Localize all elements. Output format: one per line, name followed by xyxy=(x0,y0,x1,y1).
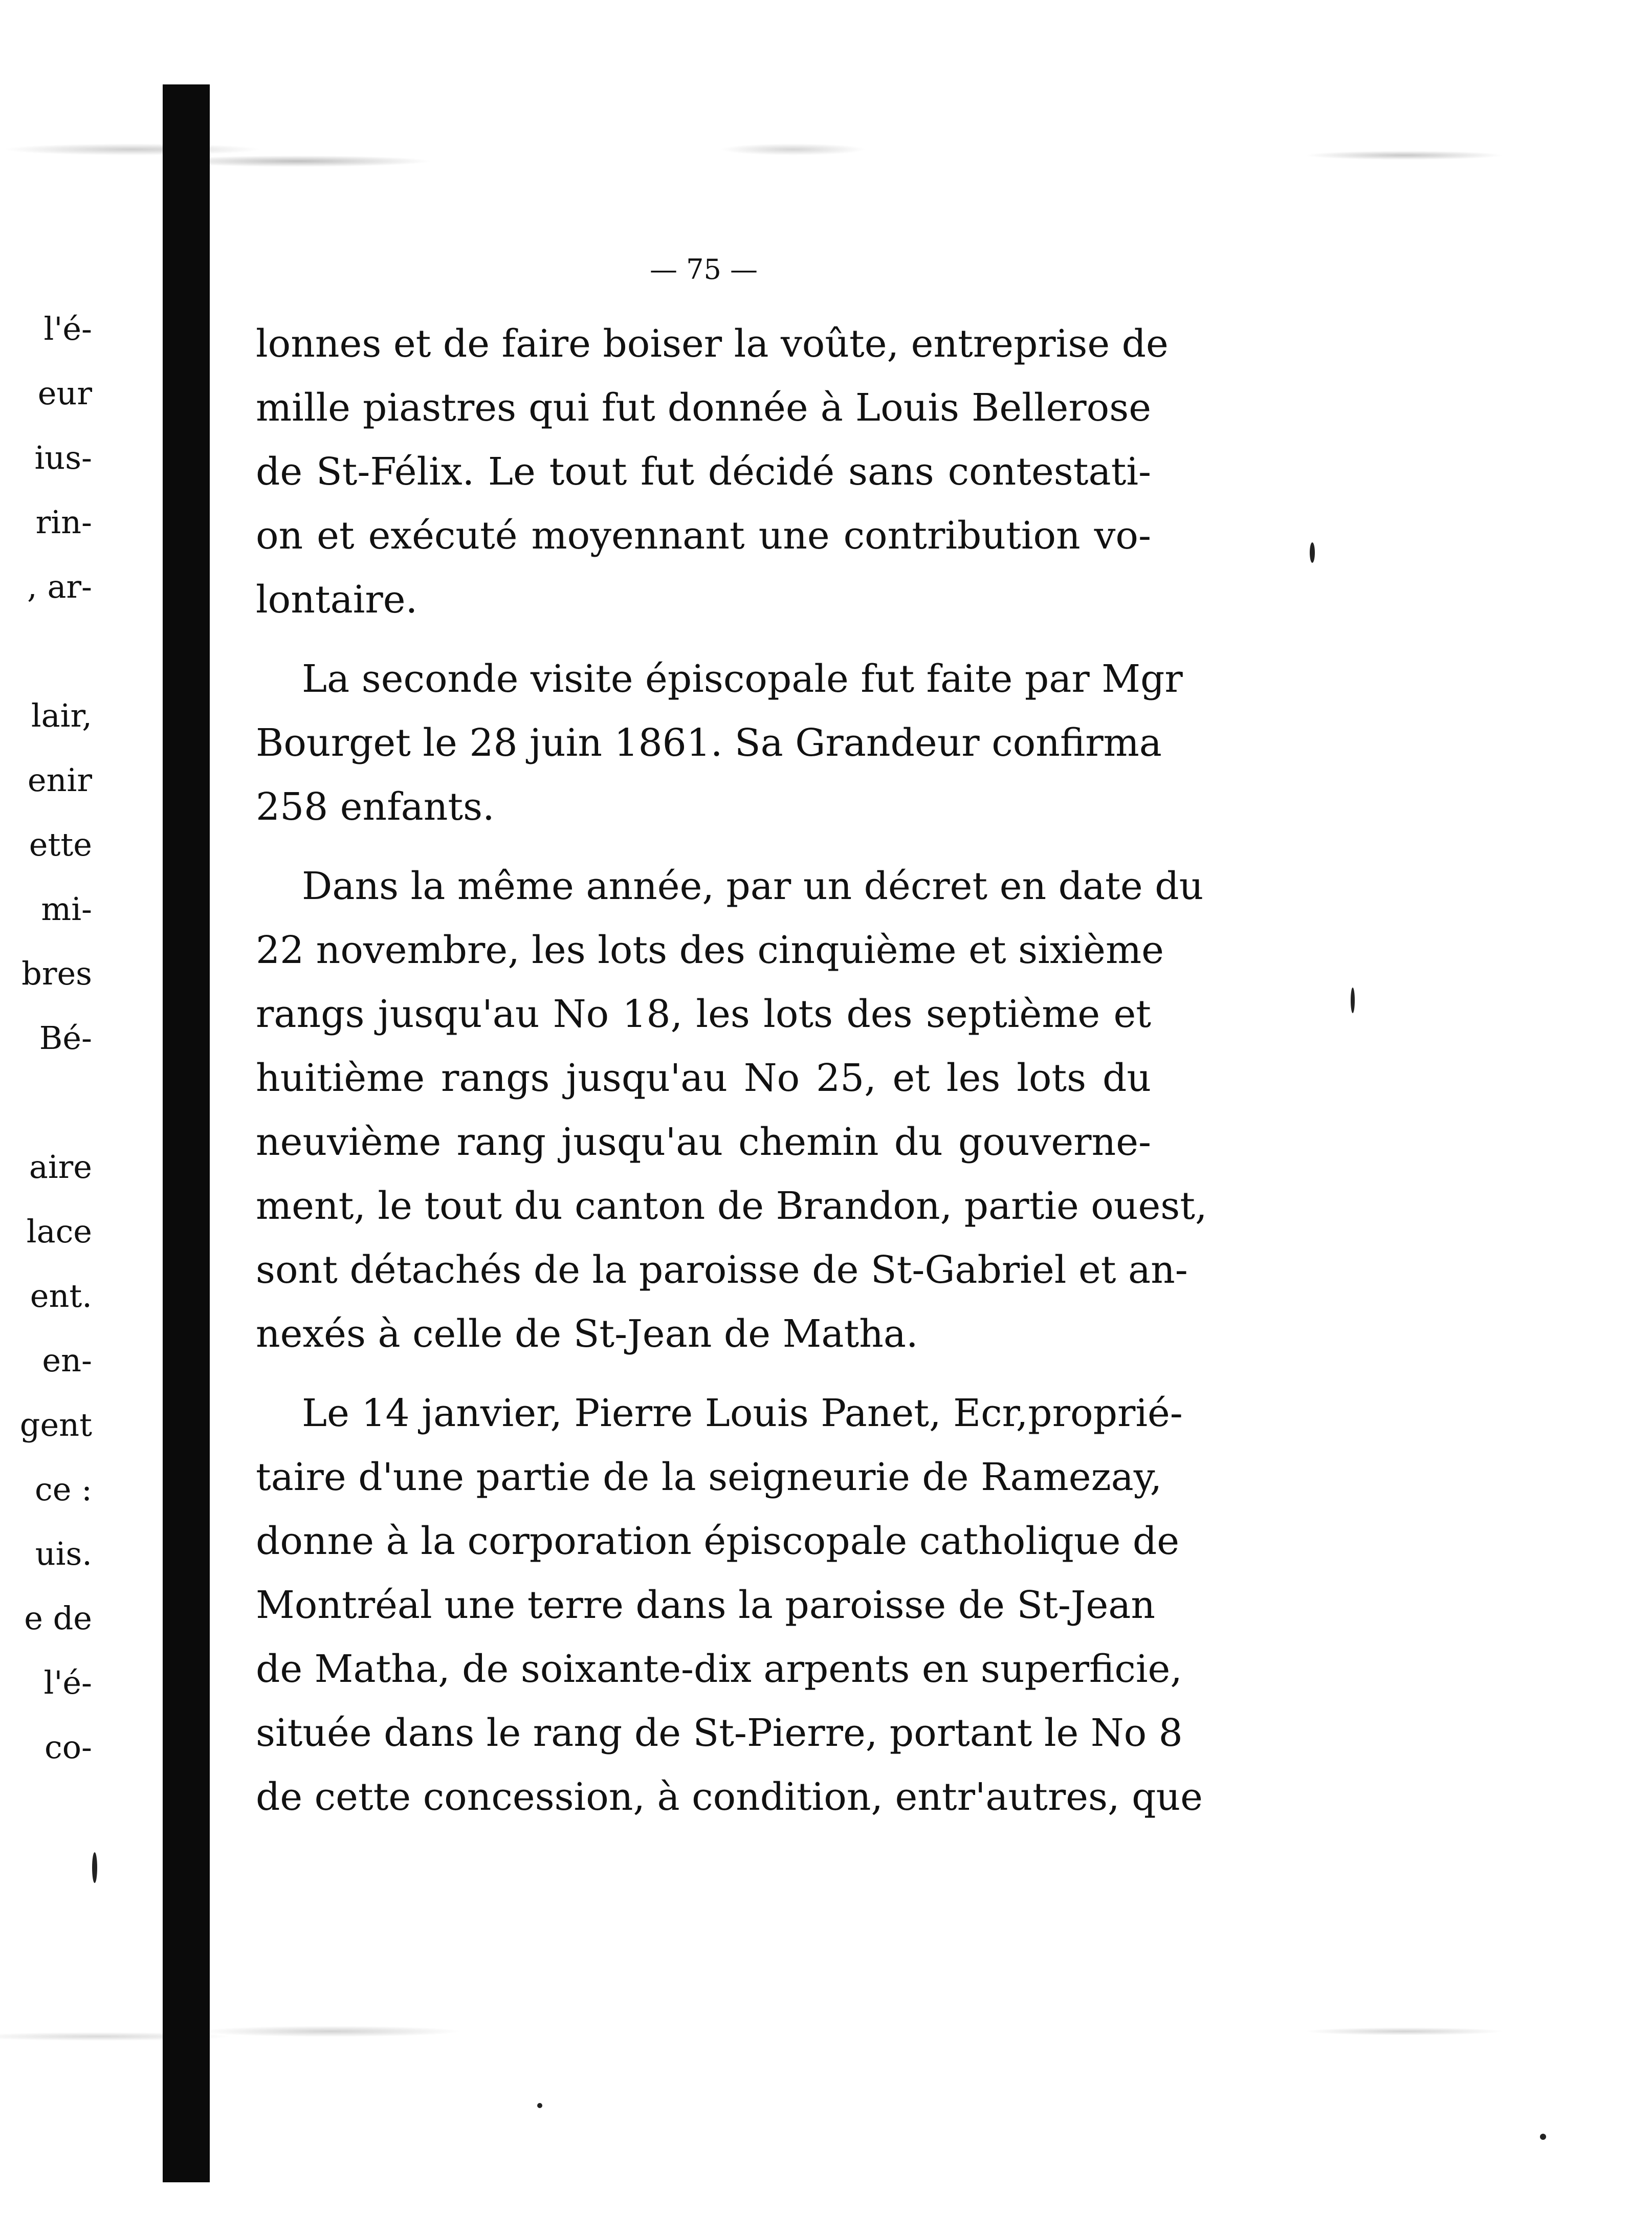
margin-line: ette xyxy=(29,826,92,863)
paragraph xyxy=(256,854,1207,1366)
margin-line: eur xyxy=(37,375,92,412)
scan-speck xyxy=(537,2103,542,2108)
margin-line: enir xyxy=(27,761,92,799)
text-line: Montréal une terre dans la paroisse de St-Jean xyxy=(256,1583,1156,1627)
page-number: — 75 — xyxy=(650,253,758,286)
text-line: 258 enfants. xyxy=(256,785,495,829)
text-line: de St-Félix. Le tout fut décidé sans contestati- xyxy=(256,450,1151,494)
text-line: Dans la même année, par un décret en date du xyxy=(302,864,1204,908)
text-line: La seconde visite épiscopale fut faite par Mgr xyxy=(302,657,1183,701)
scan-noise-bottom xyxy=(0,1985,1652,2088)
margin-line: Bé- xyxy=(39,1019,92,1057)
margin-line: gent xyxy=(19,1406,92,1443)
paragraph-gap xyxy=(256,839,1151,854)
paragraph-gap xyxy=(256,1366,1151,1382)
margin-line: ce : xyxy=(34,1471,92,1508)
text-line: lontaire. xyxy=(256,578,418,622)
scan-speck xyxy=(1540,2134,1546,2140)
margin-line: en- xyxy=(42,1342,92,1379)
text-line: rangs jusqu'au No 18, les lots des septième et xyxy=(256,992,1151,1036)
margin-line: l'é- xyxy=(43,1664,92,1701)
text-line: Bourget le 28 juin 1861. Sa Grandeur confirma xyxy=(256,721,1162,765)
text-line: de Matha, de soixante-dix arpents en superficie, xyxy=(256,1647,1182,1691)
text-line: sont détachés de la paroisse de St-Gabriel et an- xyxy=(256,1248,1188,1292)
text-line: huitième rangs jusqu'au No 25, et les lots du xyxy=(256,1056,1151,1100)
text-line: Le 14 janvier, Pierre Louis Panet, Ecr,proprié- xyxy=(302,1391,1183,1435)
scan-speck xyxy=(1351,988,1355,1013)
margin-line: rin- xyxy=(35,503,92,541)
margin-line: lace xyxy=(26,1213,92,1250)
text-line: mille piastres qui fut donnée à Louis Bellerose xyxy=(256,386,1151,430)
text-line: ment, le tout du canton de Brandon, partie ouest, xyxy=(256,1184,1207,1228)
text-line: lonnes et de faire boiser la voûte, entreprise de xyxy=(256,322,1169,366)
margin-line: l'é- xyxy=(43,310,92,347)
margin-line: ius- xyxy=(34,439,92,476)
text-line: neuvième rang jusqu'au chemin du gouverne- xyxy=(256,1120,1151,1164)
binding-shadow xyxy=(163,84,210,2182)
margin-line: ent. xyxy=(30,1277,92,1314)
paragraph-gap xyxy=(256,632,1151,647)
paragraph xyxy=(256,1382,1203,1829)
text-line: située dans le rang de St-Pierre, portant le No 8 xyxy=(256,1711,1183,1755)
margin-line: co- xyxy=(45,1728,92,1766)
text-line: 22 novembre, les lots des cinquième et sixième xyxy=(256,928,1164,972)
text-line: donne à la corporation épiscopale catholique de xyxy=(256,1519,1180,1563)
margin-gap xyxy=(10,619,92,684)
paragraph xyxy=(256,312,1169,632)
margin-line: aire xyxy=(29,1148,92,1186)
scan-noise-top xyxy=(0,102,1652,220)
scan-speck xyxy=(1310,542,1315,563)
margin-line: , ar- xyxy=(27,568,92,605)
margin-line: e de xyxy=(24,1600,92,1637)
paragraph xyxy=(256,647,1183,839)
text-line: nexés à celle de St-Jean de Matha. xyxy=(256,1312,918,1356)
text-line: taire d'une partie de la seigneurie de Ramezay, xyxy=(256,1455,1162,1499)
margin-line: uis. xyxy=(35,1535,92,1572)
text-line: on et exécuté moyennant une contribution vo- xyxy=(256,514,1151,558)
margin-line: mi- xyxy=(41,890,92,928)
margin-line: bres xyxy=(21,955,92,992)
body-text xyxy=(256,312,1207,1829)
scan-speck xyxy=(92,1852,97,1883)
text-line: de cette concession, à condition, entr'autres, que xyxy=(256,1775,1203,1819)
facing-page-fragment xyxy=(10,297,92,1780)
margin-line: lair, xyxy=(31,697,92,734)
margin-gap xyxy=(10,1070,92,1135)
